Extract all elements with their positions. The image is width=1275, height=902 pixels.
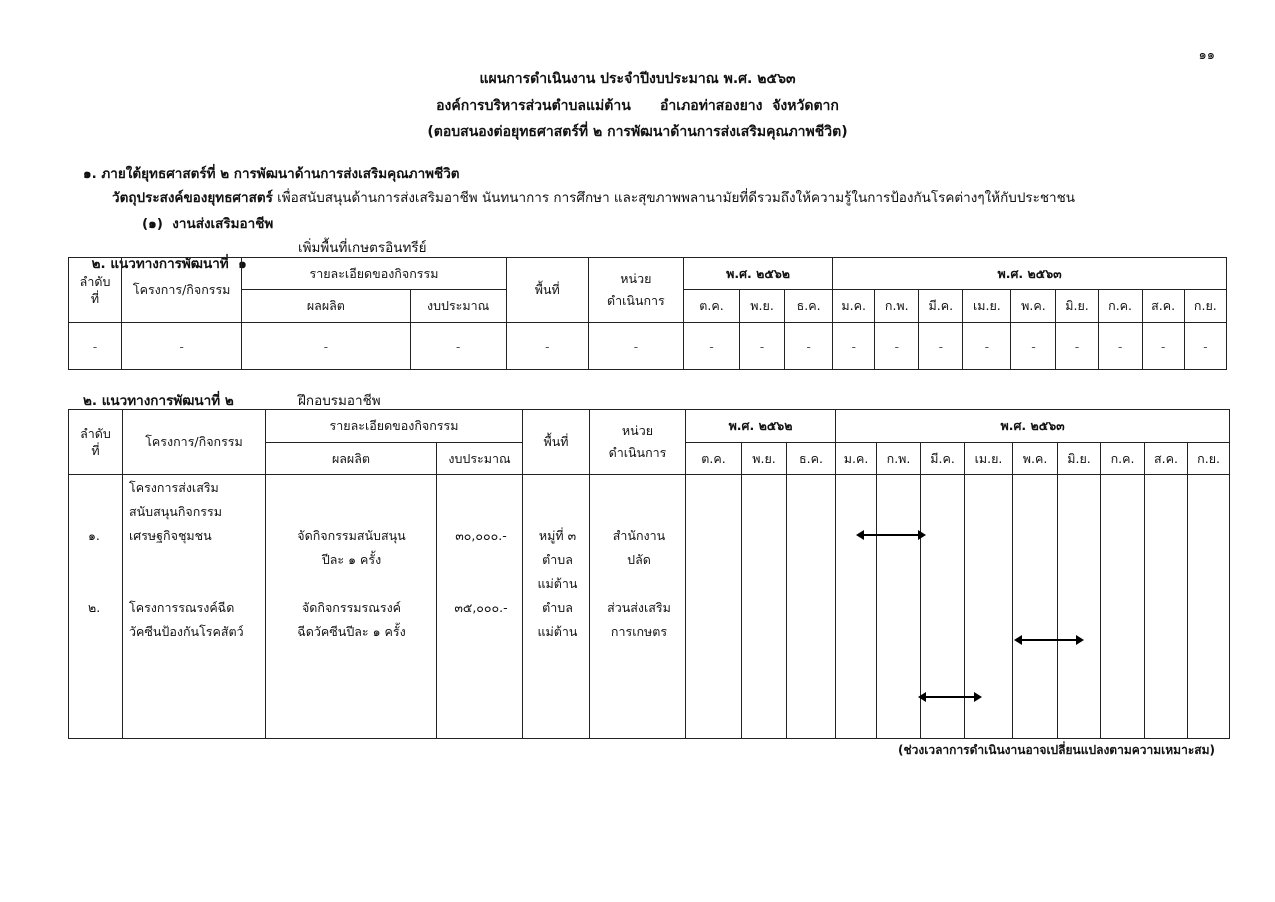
col-project: โครงการ/กิจกรรม [122,258,242,323]
dash-cell: - [69,323,122,370]
dash-cell: - [875,323,919,370]
month-nov: พ.ย. [740,290,785,323]
month-mar: มี.ค. [921,443,965,475]
month-dec: ธ.ค. [787,443,836,475]
dash-cell: - [833,323,875,370]
plan-title: แผนการดำเนินงาน ประจำปีงบประมาณ พ.ศ. ๒๕๖๓ [479,71,796,87]
table-row [69,323,1227,370]
dash-cell: - [122,323,242,370]
row-1-unit: สำนักงาน ปลัด [612,528,666,567]
month-oct: ต.ค. [686,443,742,475]
dash-cell: - [1011,323,1056,370]
dash-cell: - [1184,323,1226,370]
footnote: (ช่วงเวลาการดำเนินงานอาจเปลี่ยนแปลงตามความเหมาะสม) [898,743,1215,757]
org-name: องค์การบริหารส่วนตำบลแม่ต้าน อำเภอท่าสองยาง จังหวัดตาก [436,98,839,114]
guideline-1-label: ๒. แนวทางการพัฒนาที่ ๑ [91,256,247,272]
col-year-2562: พ.ศ. ๒๕๖๒ [683,258,832,290]
timeline-arrow [858,534,924,536]
month-apr: เม.ย. [963,290,1011,323]
dash-cell: - [683,323,739,370]
col-budget: งบประมาณ [437,443,523,475]
month-oct: ต.ค. [683,290,739,323]
col-project: โครงการ/กิจกรรม [123,410,266,475]
row-1-budget: ๓๐,๐๐๐.- [455,528,507,543]
table-guideline-2 [68,409,1230,739]
strategy-objective [112,186,1075,208]
objective-label: วัตถุประสงค์ของยุทธศาสตร์ [112,190,273,206]
timeline-arrow [920,696,980,698]
row-1-area: หมู่ที่ ๓ ตำบล แม่ต้าน [537,528,578,591]
col-unit: หน่วย ดำเนินการ [590,410,686,475]
strategy-title: ๑. ภายใต้ยุทธศาสตร์ที่ ๒ การพัฒนาด้านการส่งเสริมคุณภาพชีวิต [83,166,460,182]
month-may: พ.ค. [1011,290,1056,323]
month-feb: ก.พ. [877,443,921,475]
month-jan: ม.ค. [833,290,875,323]
row-1-output: จัดกิจกรรมสนับสนุน ปีละ ๑ ครั้ง [297,528,406,567]
row-1-no: ๑. [88,528,100,543]
col-year-2562: พ.ศ. ๒๕๖๒ [686,410,836,443]
sub-section: (๑) งานส่งเสริมอาชีพ [142,216,274,232]
row-2-project: โครงการรณรงค์ฉีด วัคซีนป้องกันโรคสัตว์ [129,600,244,639]
row-2-no: ๒. [88,600,101,615]
month-jun: มิ.ย. [1056,290,1098,323]
dash-cell: - [410,323,506,370]
col-output: ผลผลิต [266,443,437,475]
dash-cell: - [785,323,833,370]
guideline-1-text: เพิ่มพื้นที่เกษตรอินทรีย์ [298,240,427,256]
month-jan: ม.ค. [836,443,877,475]
guideline-2-label: ๒. แนวทางการพัฒนาที่ ๒ [83,393,234,409]
month-sep: ก.ย. [1184,290,1226,323]
col-no: ลำดับ ที่ [69,410,123,475]
row-2-unit: ส่วนส่งเสริม การเกษตร [607,600,671,639]
strategy-response: (ตอบสนองต่อยุทธศาสตร์ที่ ๒ การพัฒนาด้านการส่งเสริมคุณภาพชีวิต) [427,124,848,140]
row-1-project: โครงการส่งเสริม สนับสนุนกิจกรรม เศรษฐกิจชุมชน [129,480,222,543]
dash-cell: - [506,323,588,370]
dash-cell: - [740,323,785,370]
month-aug: ส.ค. [1142,290,1184,323]
col-output: ผลผลิต [242,290,410,323]
guideline-2-text: ฝึกอบรมอาชีพ [298,393,381,409]
dash-cell: - [919,323,963,370]
dash-cell: - [242,323,410,370]
month-nov: พ.ย. [742,443,787,475]
month-jul: ก.ค. [1098,290,1142,323]
objective-text: เพื่อสนับสนุนด้านการส่งเสริมอาชีพ นันทนาการ การศึกษา และสุขภาพพลานามัยที่ดีรวมถึงให้ความรู้ในการป้องกันโรคต่างๆให้กับประชาชน [277,190,1076,206]
row-2-output: จัดกิจกรรมรณรงค์ ฉีดวัคซีนปีละ ๑ ครั้ง [297,600,406,639]
dash-cell: - [963,323,1011,370]
month-aug: ส.ค. [1145,443,1188,475]
month-dec: ธ.ค. [785,290,833,323]
col-area: พื้นที่ [506,258,588,323]
month-mar: มี.ค. [919,290,963,323]
col-details: รายละเอียดของกิจกรรม [266,410,523,443]
row-2-area: ตำบล แม่ต้าน [537,600,578,639]
dash-cell: - [1098,323,1142,370]
col-budget: งบประมาณ [410,290,506,323]
col-year-2563: พ.ศ. ๒๕๖๓ [833,258,1227,290]
month-may: พ.ค. [1013,443,1058,475]
month-sep: ก.ย. [1188,443,1230,475]
month-apr: เม.ย. [965,443,1013,475]
col-no: ลำดับ ที่ [69,258,122,323]
month-jul: ก.ค. [1101,443,1145,475]
dash-cell: - [588,323,683,370]
table-guideline-1 [68,257,1227,370]
dash-cell: - [1056,323,1098,370]
month-feb: ก.พ. [875,290,919,323]
col-area: พื้นที่ [523,410,590,475]
month-jun: มิ.ย. [1058,443,1101,475]
col-year-2563: พ.ศ. ๒๕๖๓ [836,410,1230,443]
dash-cell: - [1142,323,1184,370]
timeline-arrow [1016,639,1082,641]
page-number: ๑๑ [1198,48,1215,63]
col-unit: หน่วย ดำเนินการ [588,258,683,323]
col-details: รายละเอียดของกิจกรรม [242,258,506,290]
row-2-budget: ๓๕,๐๐๐.- [454,600,508,615]
